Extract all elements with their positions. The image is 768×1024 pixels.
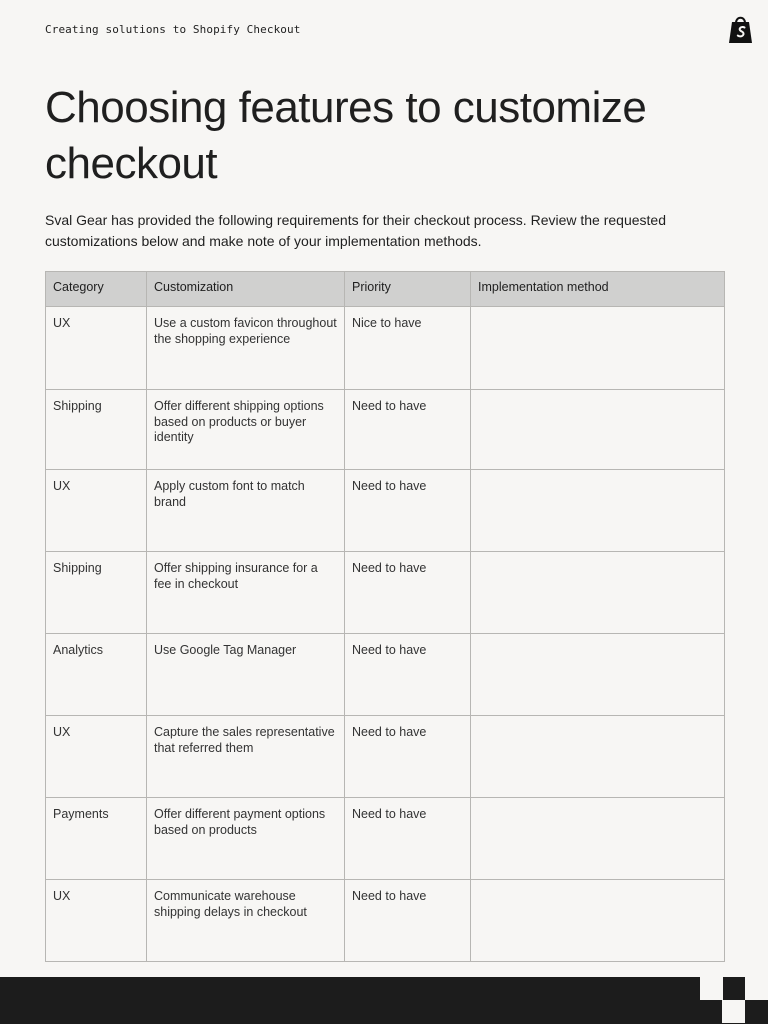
- cell-implementation[interactable]: [471, 634, 725, 716]
- cell-implementation[interactable]: [471, 716, 725, 798]
- cell-customization: Capture the sales representative that referred them: [147, 716, 345, 798]
- cell-category: Shipping: [46, 552, 147, 634]
- column-header-customization: Customization: [147, 272, 345, 307]
- page-title: Choosing features to customize checkout: [45, 83, 647, 188]
- table-row: [46, 798, 725, 880]
- cell-priority: Need to have: [345, 634, 471, 716]
- cell-implementation[interactable]: [471, 307, 725, 390]
- cell-implementation[interactable]: [471, 470, 725, 552]
- table-row: [46, 307, 725, 390]
- cell-category: UX: [46, 880, 147, 962]
- cell-priority: Need to have: [345, 880, 471, 962]
- cell-priority: Need to have: [345, 716, 471, 798]
- pixel-square: [700, 977, 723, 1000]
- cell-customization: Offer shipping insurance for a fee in checkout: [147, 552, 345, 634]
- column-header-priority: Priority: [345, 272, 471, 307]
- cell-customization: Offer different payment options based on products: [147, 798, 345, 880]
- cell-priority: Need to have: [345, 552, 471, 634]
- column-header-implementation: Implementation method: [471, 272, 725, 307]
- cell-implementation[interactable]: [471, 390, 725, 470]
- table-row: [46, 470, 725, 552]
- table-row: [46, 716, 725, 798]
- cell-customization: Use a custom favicon throughout the shopping experience: [147, 307, 345, 390]
- cell-customization: Offer different shipping options based on products or buyer identity: [147, 390, 345, 470]
- pixel-square: [745, 1000, 768, 1023]
- table-row: [46, 880, 725, 962]
- cell-category: UX: [46, 470, 147, 552]
- column-header-category: Category: [46, 272, 147, 307]
- cell-category: Shipping: [46, 390, 147, 470]
- shopify-bag-icon: [728, 14, 754, 44]
- cell-priority: Nice to have: [345, 307, 471, 390]
- cell-implementation[interactable]: [471, 880, 725, 962]
- table-row: [46, 390, 725, 470]
- cell-implementation[interactable]: [471, 798, 725, 880]
- cell-category: Analytics: [46, 634, 147, 716]
- header-kicker: Creating solutions to Shopify Checkout: [45, 23, 301, 36]
- pixel-square: [722, 977, 745, 1000]
- pixel-square: [745, 977, 768, 1000]
- cell-priority: Need to have: [345, 470, 471, 552]
- cell-customization: Apply custom font to match brand: [147, 470, 345, 552]
- intro-paragraph: Sval Gear has provided the following requirements for their checkout process. Review the requested customizations below and make note of your implementation methods.: [45, 212, 666, 249]
- table-header-row: [46, 272, 725, 307]
- requirements-table: [45, 271, 725, 962]
- cell-category: UX: [46, 716, 147, 798]
- cell-customization: Communicate warehouse shipping delays in checkout: [147, 880, 345, 962]
- footer-bar: [0, 977, 768, 1024]
- cell-category: UX: [46, 307, 147, 390]
- table-row: [46, 634, 725, 716]
- table-row: [46, 552, 725, 634]
- cell-priority: Need to have: [345, 390, 471, 470]
- cell-category: Payments: [46, 798, 147, 880]
- cell-implementation[interactable]: [471, 552, 725, 634]
- cell-priority: Need to have: [345, 798, 471, 880]
- cell-customization: Use Google Tag Manager: [147, 634, 345, 716]
- pixel-square: [722, 1000, 745, 1023]
